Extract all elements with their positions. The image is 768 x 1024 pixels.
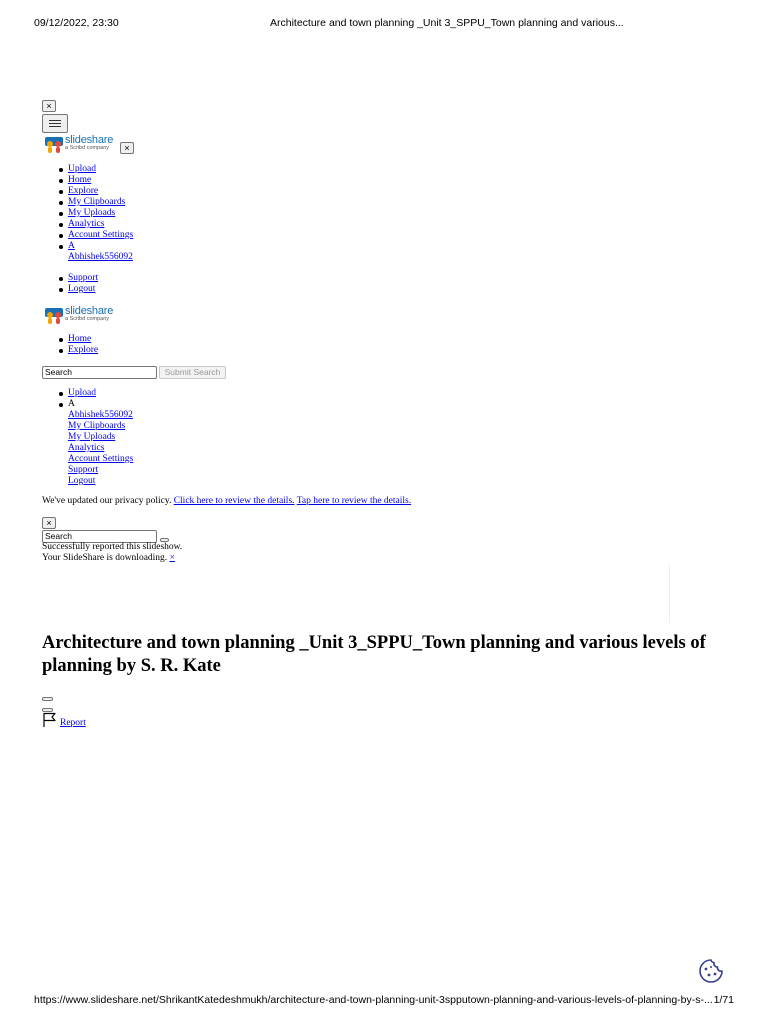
hamburger-menu-button[interactable]: [42, 114, 68, 133]
privacy-click-link[interactable]: Click here to review the details.: [173, 496, 295, 506]
toggle-button[interactable]: [42, 697, 53, 701]
downloading-message: [42, 553, 175, 564]
list-item: [42, 273, 98, 284]
cookie-icon[interactable]: [698, 958, 724, 984]
list-item: [42, 186, 133, 197]
mobile-link-explore[interactable]: Explore: [68, 186, 99, 196]
reported-message: Successfully reported this slideshow.: [42, 542, 183, 552]
document-title: Architecture and town planning _Unit 3_SPPU_Town planning and various levels of planning by S. R. Kate: [42, 633, 706, 676]
slideshare-logo[interactable]: [44, 134, 124, 154]
downloading-text: Your SlideShare is downloading.: [42, 553, 168, 563]
close-menu-button[interactable]: ×: [42, 100, 56, 112]
list-item: [42, 197, 133, 208]
print-page-number: 1/71: [713, 994, 734, 1006]
nav-link-home[interactable]: Home: [68, 334, 92, 344]
list-item: [42, 345, 98, 356]
user-link-logout[interactable]: Logout: [68, 476, 96, 486]
submit-search-button[interactable]: Submit Search: [159, 366, 226, 379]
mobile-menu-list: [42, 164, 133, 263]
user-initial: A: [68, 399, 75, 409]
close-logo-button[interactable]: ×: [120, 142, 134, 154]
slideshare-header-logo[interactable]: [44, 305, 124, 325]
upload-link[interactable]: Upload: [68, 388, 96, 398]
user-link-analytics[interactable]: Analytics: [68, 443, 105, 453]
list-item: [42, 334, 98, 345]
main-nav: [42, 334, 98, 356]
privacy-text: We've updated our privacy policy.: [42, 496, 172, 506]
mobile-user-initial[interactable]: A: [68, 241, 75, 251]
list-item: [42, 399, 133, 487]
print-page-title: Architecture and town planning _Unit 3_SPPU_Town planning and various...: [270, 17, 624, 29]
mobile-link-support[interactable]: Support: [68, 273, 99, 283]
list-item: [42, 175, 133, 186]
privacy-tap-link[interactable]: Tap here to review the details.: [296, 496, 412, 506]
logo-subtitle: a Scribd company: [65, 316, 110, 322]
list-item: [42, 208, 133, 219]
logo-name: slideshare: [65, 134, 114, 146]
print-datetime: 09/12/2022, 23:30: [34, 17, 119, 29]
list-item: [42, 219, 133, 230]
user-menu: [42, 388, 133, 487]
user-link-account-settings[interactable]: Account Settings: [68, 454, 134, 464]
mobile-link-analytics[interactable]: Analytics: [68, 219, 105, 229]
mobile-link-my-clipboards[interactable]: My Clipboards: [68, 197, 126, 207]
user-link-my-uploads[interactable]: My Uploads: [68, 432, 116, 442]
mobile-username-link[interactable]: Abhishek556092: [68, 252, 133, 262]
mobile-secondary-list: [42, 273, 98, 295]
mobile-link-logout[interactable]: Logout: [68, 284, 96, 294]
username-link[interactable]: Abhishek556092: [68, 410, 133, 420]
logo-name: slideshare: [65, 305, 114, 317]
divider: [669, 565, 670, 623]
search-input[interactable]: Search: [42, 366, 157, 379]
mobile-link-upload[interactable]: Upload: [68, 164, 96, 174]
logo-subtitle: a Scribd company: [65, 145, 110, 151]
list-item: [42, 388, 133, 399]
list-item: [42, 164, 133, 175]
list-item: [42, 241, 133, 263]
slideshare-logo-icon: [44, 307, 64, 325]
nav-link-explore[interactable]: Explore: [68, 345, 99, 355]
close-dialog-button[interactable]: ×: [42, 517, 56, 529]
downloading-close-link[interactable]: ×: [169, 553, 175, 563]
flag-icon: [42, 712, 58, 727]
mobile-link-home[interactable]: Home: [68, 175, 92, 185]
list-item: [42, 284, 98, 295]
user-link-my-clipboards[interactable]: My Clipboards: [68, 421, 126, 431]
print-url: https://www.slideshare.net/ShrikantKatedeshmukh/architecture-and-town-planning-unit-3spputown-planning-and-various-levels-of-planning-by-s-...: [34, 994, 713, 1006]
mobile-link-my-uploads[interactable]: My Uploads: [68, 208, 116, 218]
slideshare-logo-icon: [44, 136, 64, 154]
report-link[interactable]: Report: [60, 718, 86, 728]
user-link-support[interactable]: Support: [68, 465, 99, 475]
dialog-search-input[interactable]: Search: [42, 530, 157, 543]
privacy-notice: [42, 496, 411, 507]
list-item: [42, 230, 133, 241]
mobile-link-account-settings[interactable]: Account Settings: [68, 230, 134, 240]
